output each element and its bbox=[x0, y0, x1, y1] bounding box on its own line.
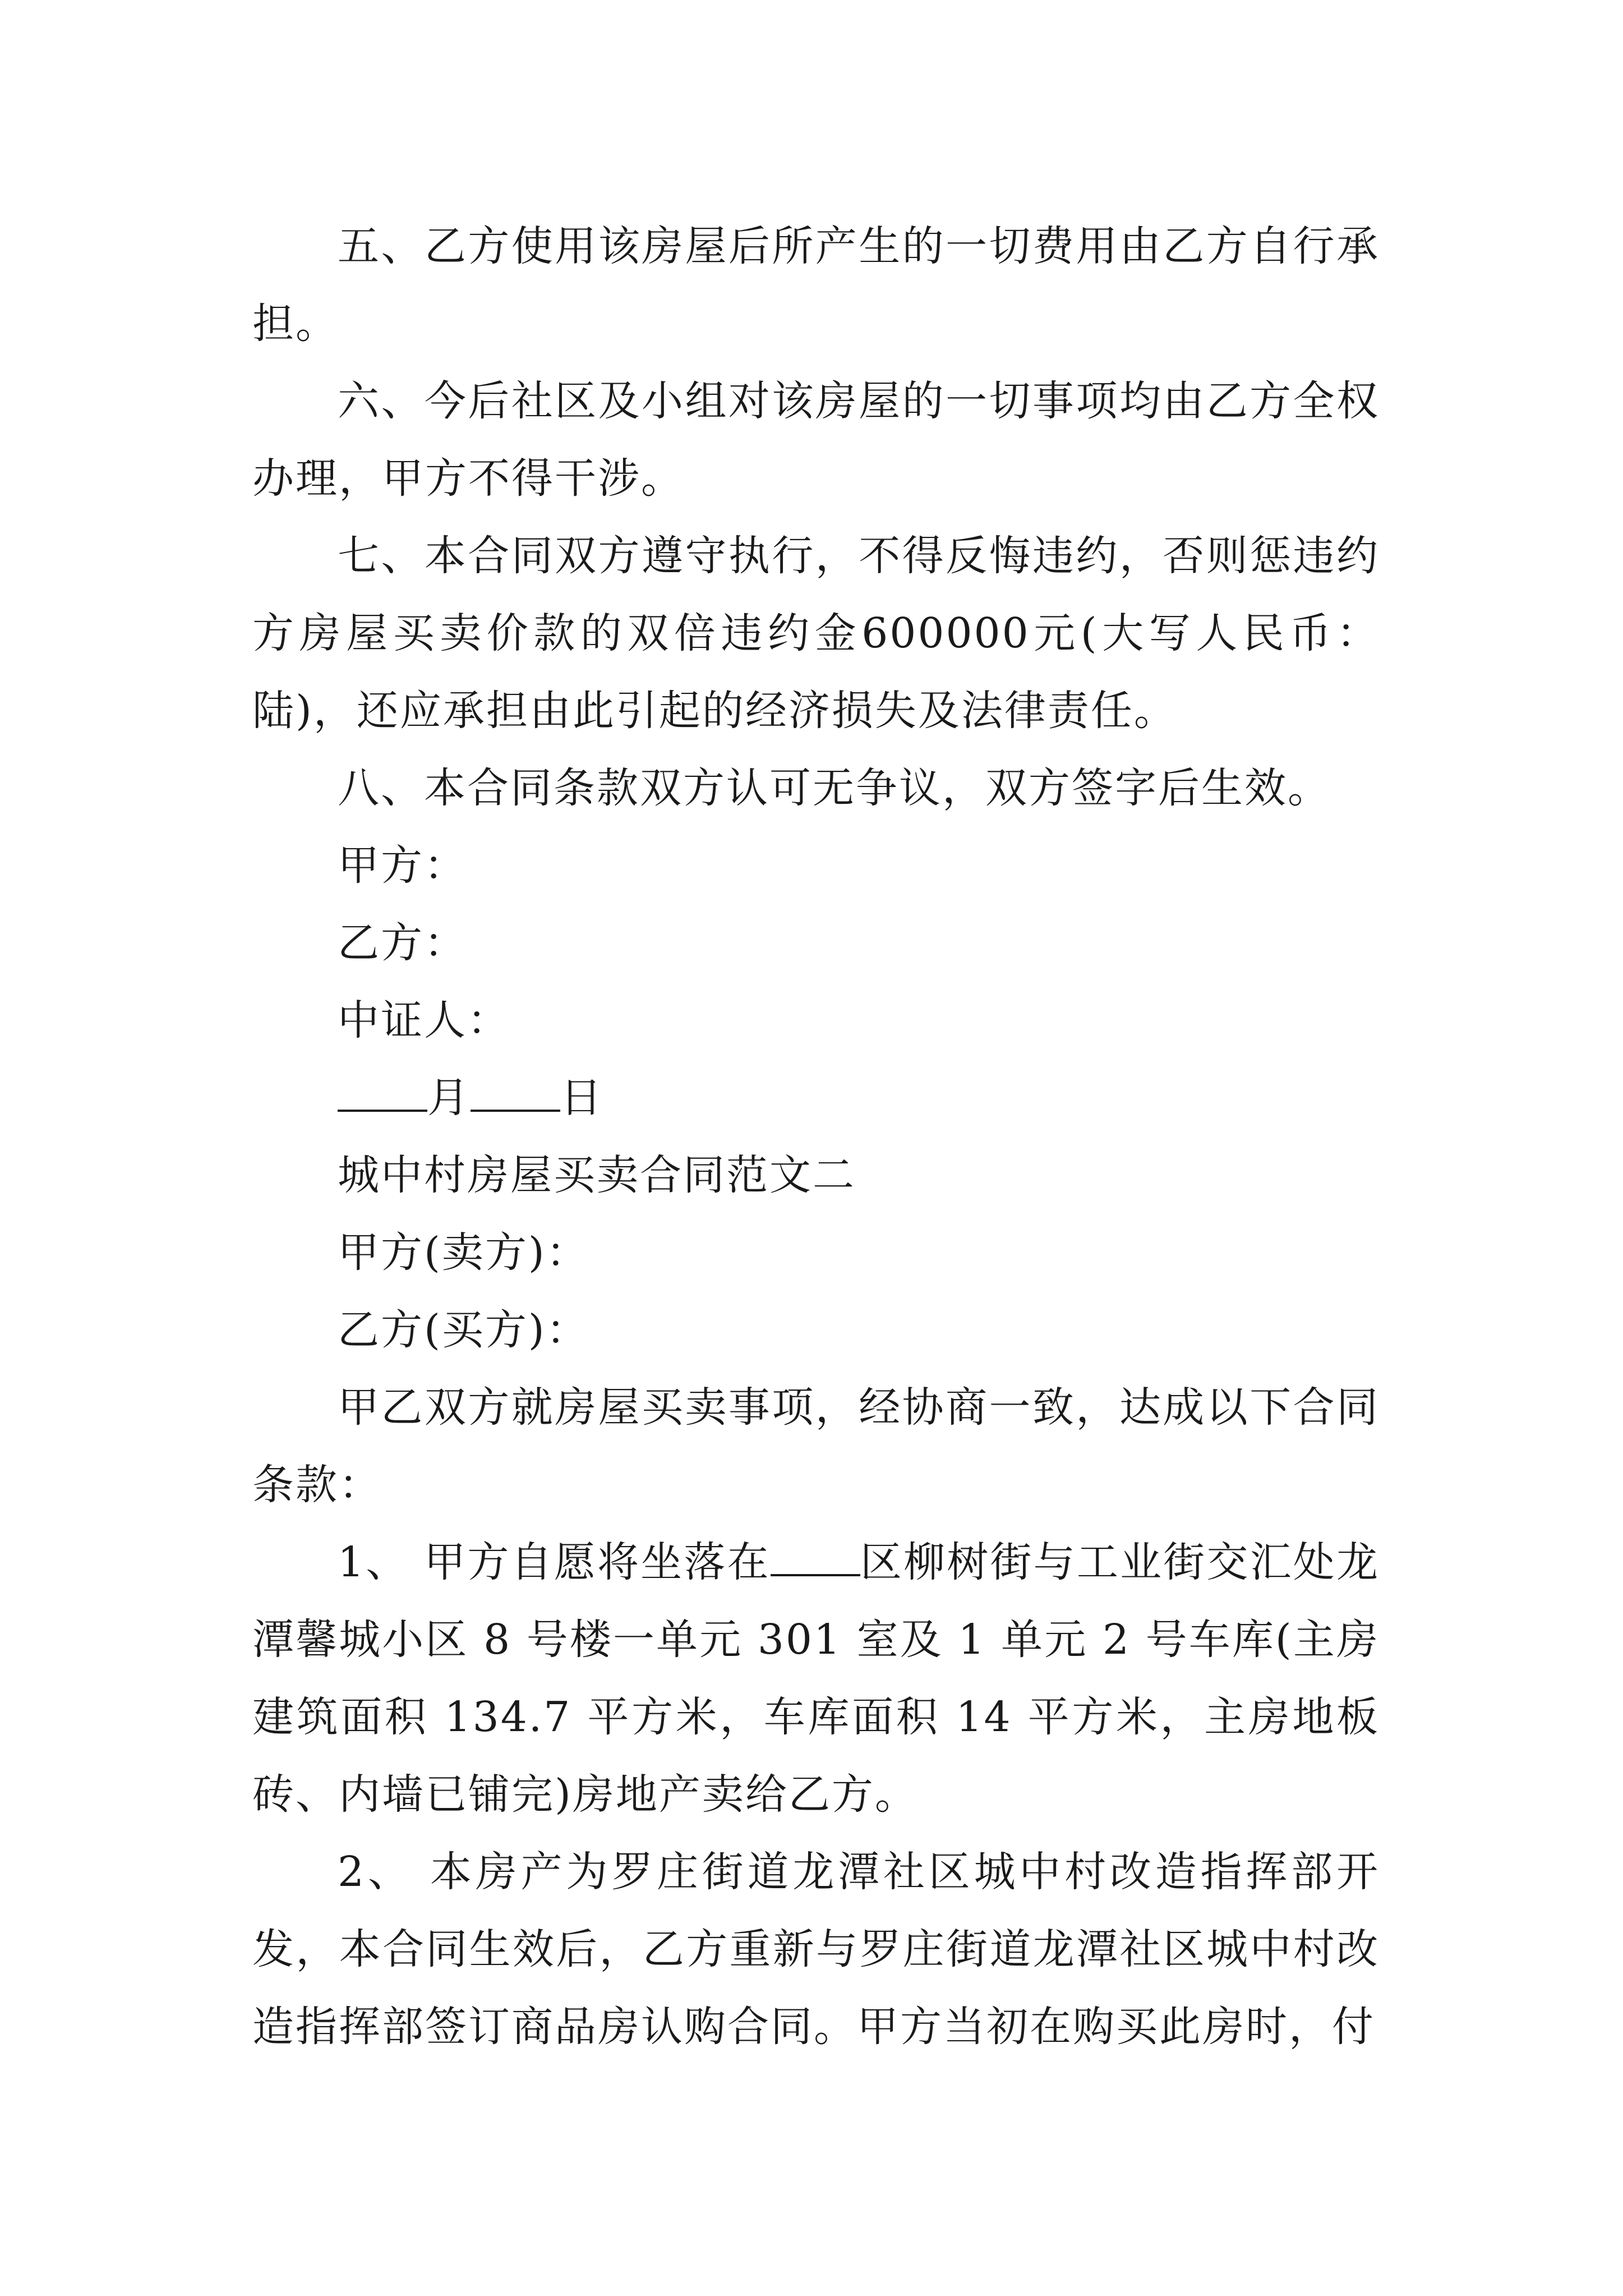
signature-party-b: 乙方： bbox=[338, 919, 467, 967]
clause-2: 2、 本房产为罗庄街道龙潭社区城中村改造指挥部开发，本合同生效后，乙方重新与罗庄街道龙潭社区城中村改造指挥部签订商品房认购合同。甲方当初在购买此房时，付 bbox=[252, 1848, 1380, 2051]
clause-seven: 七、本合同双方遵守执行，不得反悔违约，否则惩违约方房屋买卖价款的双倍违约金600000元(大写人民币：陆)，还应承担由此引起的经济损失及法律责任。 bbox=[252, 532, 1380, 735]
day-label: 日 bbox=[560, 1074, 603, 1122]
clause-eight: 八、本合同条款双方认可无争议，双方签字后生效。 bbox=[338, 764, 1331, 812]
clause-1-prefix: 1、 甲方自愿将坐落在 bbox=[338, 1538, 771, 1586]
month-label: 月 bbox=[427, 1074, 471, 1122]
second-contract-title: 城中村房屋买卖合同范文二 bbox=[338, 1151, 856, 1199]
clause-six: 六、今后社区及小组对该房屋的一切事项均由乙方全权办理，甲方不得干涉。 bbox=[252, 377, 1380, 503]
date-line bbox=[252, 1059, 1380, 1137]
month-blank bbox=[338, 1076, 427, 1112]
clause-1 bbox=[252, 1524, 1380, 1833]
party-b-buyer: 乙方(买方)： bbox=[338, 1306, 589, 1354]
district-blank bbox=[771, 1540, 860, 1576]
clause-five: 五、乙方使用该房屋后所产生的一切费用由乙方自行承担。 bbox=[252, 222, 1380, 348]
day-blank bbox=[471, 1076, 560, 1112]
signature-party-a: 甲方： bbox=[338, 841, 467, 890]
clause-1-suffix: 区柳树街与工业街交汇处龙潭馨城小区 8 号楼一单元 301 室及 1 单元 2 号车库(主房建筑面积 134.7 平方米，车库面积 14 平方米，主房地板砖、内墙已铺完)房地产卖给乙方。 bbox=[252, 1538, 1380, 1819]
contract-intro: 甲乙双方就房屋买卖事项，经协商一致，达成以下合同条款： bbox=[252, 1383, 1380, 1509]
signature-witness: 中证人： bbox=[338, 996, 510, 1045]
document-body bbox=[252, 208, 1380, 2065]
party-a-seller: 甲方(卖方)： bbox=[338, 1228, 589, 1277]
